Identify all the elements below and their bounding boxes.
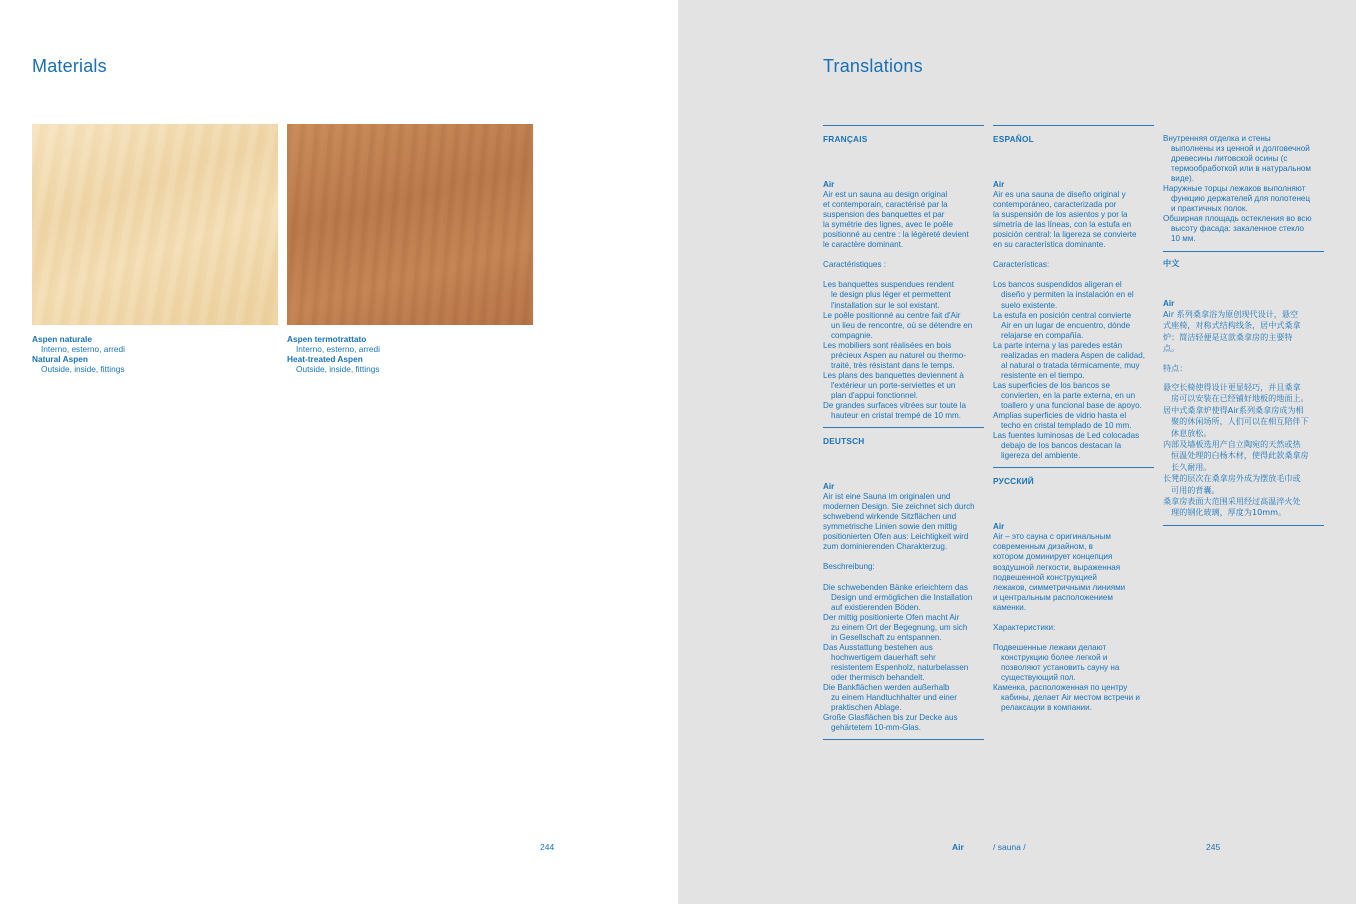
feature-line: relajarse en compañía. [1001, 330, 1084, 340]
text-line: symmetrische Linien sowie den mittig [823, 522, 958, 532]
features-label: Beschreibung: [823, 562, 875, 572]
feature-line: Die schwebenden Bänke erleichtern das [823, 582, 968, 592]
feature-line: Les banquettes suspendues rendent [823, 280, 954, 290]
feature-item [823, 583, 984, 613]
feature-item [993, 431, 1154, 461]
feature-item [1163, 134, 1324, 184]
text-line: en su característica dominante. [993, 240, 1106, 250]
column-francais-deutsch [823, 125, 984, 740]
feature-line: Каменка, расположенная по центру [993, 682, 1128, 692]
feature-line: 房可以安装在已经铺好地板的地面上。 [1171, 393, 1309, 404]
feature-item [823, 341, 984, 371]
product-name: Air [823, 482, 835, 492]
feature-line: traité, très résistant dans le temps. [831, 360, 955, 370]
text-line: la suspensión de los asientos y por la [993, 210, 1128, 220]
column-russian-cont-chinese [1163, 134, 1324, 526]
feature-line: suelo existente. [1001, 300, 1058, 310]
text-line: подвешенной конструкцией [993, 572, 1097, 582]
caption-sub: Interno, esterno, arredi [41, 344, 125, 354]
feature-line: существующий пол. [1001, 672, 1076, 682]
feature-line: debajo de los bancos destacan la [1001, 441, 1122, 451]
feature-line: l'extérieur un porte-serviettes et un [831, 380, 956, 390]
natural-aspen-swatch [32, 124, 278, 325]
feature-line: позволяют установить сауну на [1001, 662, 1120, 672]
features-list-deutsch [823, 583, 984, 734]
feature-line: oder thermisch behandelt. [831, 672, 925, 682]
features-label: Características: [993, 260, 1050, 270]
feature-line: realizadas en madera Aspen de calidad, [1001, 350, 1145, 360]
feature-line: 悬空长椅使得设计更显轻巧，并且桑拿 [1163, 382, 1301, 392]
feature-line: resistentem Espenholz, naturbelassen [831, 662, 969, 672]
caption-title: Aspen naturale [32, 334, 92, 344]
feature-line: l'installation sur le sol existant. [831, 300, 940, 310]
feature-item [1163, 214, 1324, 244]
text-line: positionierten Ofen aus: Leichtigkeit wird [823, 532, 969, 542]
features-list-chinese [1163, 382, 1324, 519]
feature-item [823, 613, 984, 643]
feature-line: La estufa en posición central convierte [993, 310, 1132, 320]
natural-aspen-caption [32, 334, 278, 374]
feature-line: Design und ermöglichen die Installation [831, 592, 973, 602]
feature-line: Las fuentes luminosas de Led colocadas [993, 431, 1140, 441]
page-number-left: 244 [540, 842, 555, 852]
feature-line: hauteur en cristal trempé de 10 mm. [831, 411, 962, 421]
caption-sub: Outside, inside, fittings [296, 364, 380, 374]
text-line: le caractère dominant. [823, 240, 904, 250]
text-line: и центральным расположением [993, 592, 1113, 602]
features-label: Caractéristiques : [823, 260, 886, 270]
feature-line: и практичных полок. [1171, 204, 1248, 214]
intro-text-russian [993, 532, 1154, 612]
intro-text-deutsch [823, 492, 984, 552]
feature-line: термообработкой или в натуральном [1171, 164, 1311, 174]
feature-line: виде). [1171, 174, 1194, 184]
feature-line: 长凳的层次在桑拿房外成为摆放毛巾或 [1163, 473, 1301, 484]
feature-line: 恒温处理的白杨木材，使得此款桑拿房 [1171, 450, 1309, 461]
feature-line: zu einem Handtuchhalter und einer [831, 693, 957, 703]
text-line: Air es una sauna de diseño original y [993, 190, 1126, 200]
feature-line: 10 мм. [1171, 234, 1196, 244]
feature-line: кабины, делает Air местом встречи и [1001, 693, 1140, 703]
feature-line: La parte interna y las paredes están [993, 340, 1123, 350]
feature-line: techo en cristal templado de 10 mm. [1001, 421, 1132, 431]
feature-line: высоту фасада: закаленное стекло [1171, 224, 1305, 234]
text-line: воздушной легкости, выраженная [993, 562, 1121, 572]
caption-sub: Outside, inside, fittings [41, 364, 125, 374]
caption-title: Natural Aspen [32, 354, 88, 364]
right-page [678, 0, 1356, 904]
feature-item [823, 713, 984, 733]
product-name: Air [1163, 298, 1175, 308]
feature-line: hochwertigem dauerhaft sehr [831, 652, 936, 662]
feature-line: 理的钢化玻璃，厚度为10mm。 [1171, 507, 1287, 518]
page-title-materials: Materials [32, 56, 107, 76]
feature-line: Обширная площадь остекления во всю [1163, 214, 1312, 224]
feature-line: Подвешенные лежаки делают [993, 642, 1107, 652]
features-list-francais [823, 280, 984, 421]
text-line: Air 系列桑拿浴为原创现代设计，悬空 [1163, 308, 1299, 319]
lang-heading-chinese: 中文 [1163, 257, 1180, 268]
intro-text-espanol [993, 190, 1154, 250]
feature-line: 可用的背囊。 [1171, 484, 1220, 495]
features-label: 特点： [1163, 362, 1188, 373]
feature-line: 长久耐用。 [1171, 461, 1212, 472]
column-espanol-russian [993, 125, 1154, 713]
feature-line: Le poêle positionné au centre fait d'Air [823, 310, 961, 320]
feature-line: 桑拿房表面大范围采用经过高温淬火处 [1163, 496, 1301, 507]
feature-item [823, 683, 984, 713]
feature-line: zu einem Ort der Begegnung, um sich [831, 622, 968, 632]
feature-line: Наружные торцы лежаков выполняют [1163, 184, 1306, 194]
heat-treated-aspen-caption [287, 334, 533, 374]
feature-line: gehärtetem 10-mm-Glas. [831, 723, 921, 733]
feature-line: конструкцию более легкой и [1001, 652, 1108, 662]
feature-line: toallero y una funcional base de apoyo. [1001, 400, 1142, 410]
text-line: лежаков, симметричными линиями [993, 582, 1126, 592]
feature-item [823, 280, 984, 310]
feature-item [823, 371, 984, 401]
product-name: Air [993, 180, 1005, 190]
feature-item [993, 280, 1154, 310]
feature-line: Les plans des banquettes deviennent à [823, 370, 964, 380]
footer-category: / sauna / [993, 842, 1026, 852]
feature-line: 内部及墙板选用产自立陶宛的天然或热 [1163, 439, 1301, 450]
text-line: posición central: la ligereza se convierte [993, 230, 1137, 240]
text-line: modernen Design. Sie zeichnet sich durch [823, 502, 975, 512]
feature-line: выполнены из ценной и долговечной [1171, 144, 1310, 154]
feature-line: convierten, en la parte externa, en un [1001, 390, 1136, 400]
text-line: Air ist eine Sauna im originalen und [823, 492, 951, 502]
text-line: schwebend wirkende Sitzflächen und [823, 512, 957, 522]
text-line: zum dominierenden Charakterzug. [823, 542, 948, 552]
caption-title: Heat-treated Aspen [287, 354, 363, 364]
feature-item [823, 401, 984, 421]
text-line: 点。 [1163, 343, 1180, 354]
feature-line: Die Bankflächen werden außerhalb [823, 682, 950, 692]
text-line: simetría de las líneas, con la estufa en [993, 220, 1132, 230]
feature-line: auf existierenden Böden. [831, 602, 921, 612]
lang-heading-deutsch: DEUTSCH [823, 436, 865, 447]
page-number-right: 245 [1206, 842, 1221, 852]
text-line: 式座椅，对称式结构线条，居中式桑拿 [1163, 320, 1301, 331]
feature-line: Der mittig positionierte Ofen macht Air [823, 612, 960, 622]
feature-line: Les mobiliers sont réalisées en bois [823, 340, 952, 350]
feature-line: Amplias superficies de vidrio hasta el [993, 411, 1127, 421]
features-list-russian [993, 643, 1154, 713]
text-line: каменки. [993, 602, 1027, 612]
product-name: Air [823, 180, 835, 190]
feature-line: al natural o tratada térmicamente, muy [1001, 360, 1140, 370]
feature-line: релаксации в компании. [1001, 703, 1092, 713]
feature-line: древесины литовской осины (с [1171, 154, 1288, 164]
page-title-translations: Translations [823, 56, 923, 76]
feature-line: De grandes surfaces vitrées sur toute la [823, 400, 967, 410]
feature-line: compagnie. [831, 330, 873, 340]
feature-item [1163, 382, 1324, 405]
product-name: Air [993, 522, 1005, 532]
footer-product-title: Air [952, 842, 964, 852]
caption-sub: Interno, esterno, arredi [296, 344, 380, 354]
feature-line: Внутренняя отделка и стены [1163, 134, 1271, 143]
feature-line: Los bancos suspendidos aligeran el [993, 280, 1122, 290]
feature-line: Las superficies de los bancos se [993, 380, 1110, 390]
features-list-espanol [993, 280, 1154, 461]
feature-item [993, 341, 1154, 381]
feature-item [993, 381, 1154, 411]
feature-item [993, 411, 1154, 431]
feature-line: resistente en el tiempo. [1001, 370, 1085, 380]
text-line: la symétrie des lignes, avec le poêle [823, 220, 954, 230]
text-line: Air est un sauna au design original [823, 190, 948, 200]
feature-line: Große Glasflächen bis zur Decke aus [823, 713, 958, 723]
text-line: et contemporain, caractérisé par la [823, 200, 948, 210]
feature-item [1163, 473, 1324, 496]
feature-item [993, 683, 1154, 713]
text-line: котором доминирует концепция [993, 552, 1113, 562]
features-label: Характеристики: [993, 622, 1056, 632]
text-line: современным дизайном, в [993, 542, 1093, 552]
caption-title: Aspen termotrattato [287, 334, 367, 344]
feature-item [993, 643, 1154, 683]
feature-line: 休息放松。 [1171, 427, 1212, 438]
feature-item [1163, 184, 1324, 214]
text-line: 炉：简洁轻便是这款桑拿房的主要特 [1163, 331, 1293, 342]
intro-text-chinese [1163, 309, 1324, 355]
text-line: contemporáneo, caracterizada por [993, 200, 1117, 210]
feature-line: précieux Aspen au naturel ou thermo- [831, 350, 966, 360]
feature-line: Air en un lugar de encuentro, dónde [1001, 320, 1131, 330]
feature-line: diseño y permiten la instalación en el [1001, 290, 1134, 300]
intro-text-francais [823, 190, 984, 250]
features-list-russian-continued [1163, 134, 1324, 245]
feature-line: 聚的休闲场所，人们可以在相互陪伴下 [1171, 416, 1309, 427]
lang-heading-espanol: ESPAÑOL [993, 134, 1034, 144]
text-line: Air – это сауна с оригинальным [993, 532, 1111, 542]
feature-line: plan d'appui fonctionnel. [831, 390, 919, 400]
feature-item [1163, 405, 1324, 439]
lang-heading-francais: FRANÇAIS [823, 134, 868, 144]
feature-item [823, 643, 984, 683]
text-line: positionné au centre : la légèreté devient [823, 230, 969, 240]
feature-item [1163, 496, 1324, 519]
feature-line: le design plus léger et permettent [831, 290, 951, 300]
feature-item [993, 311, 1154, 341]
heat-treated-aspen-swatch [287, 124, 533, 325]
feature-line: in Gesellschaft zu entspannen. [831, 632, 942, 642]
feature-item [823, 311, 984, 341]
feature-line: ligereza del ambiente. [1001, 451, 1081, 461]
feature-line: функцию держателей для полотенец [1171, 194, 1311, 204]
feature-line: 居中式桑拿炉使得Air系列桑拿房成为相 [1163, 404, 1304, 415]
feature-line: un lieu de rencontre, où se détendre en [831, 320, 973, 330]
feature-line: Das Ausstattung bestehen aus [823, 642, 933, 652]
feature-line: praktischen Ablage. [831, 703, 902, 713]
text-line: suspension des banquettes et par [823, 210, 945, 220]
feature-item [1163, 439, 1324, 473]
lang-heading-russian: РУССКИЙ [993, 476, 1034, 487]
